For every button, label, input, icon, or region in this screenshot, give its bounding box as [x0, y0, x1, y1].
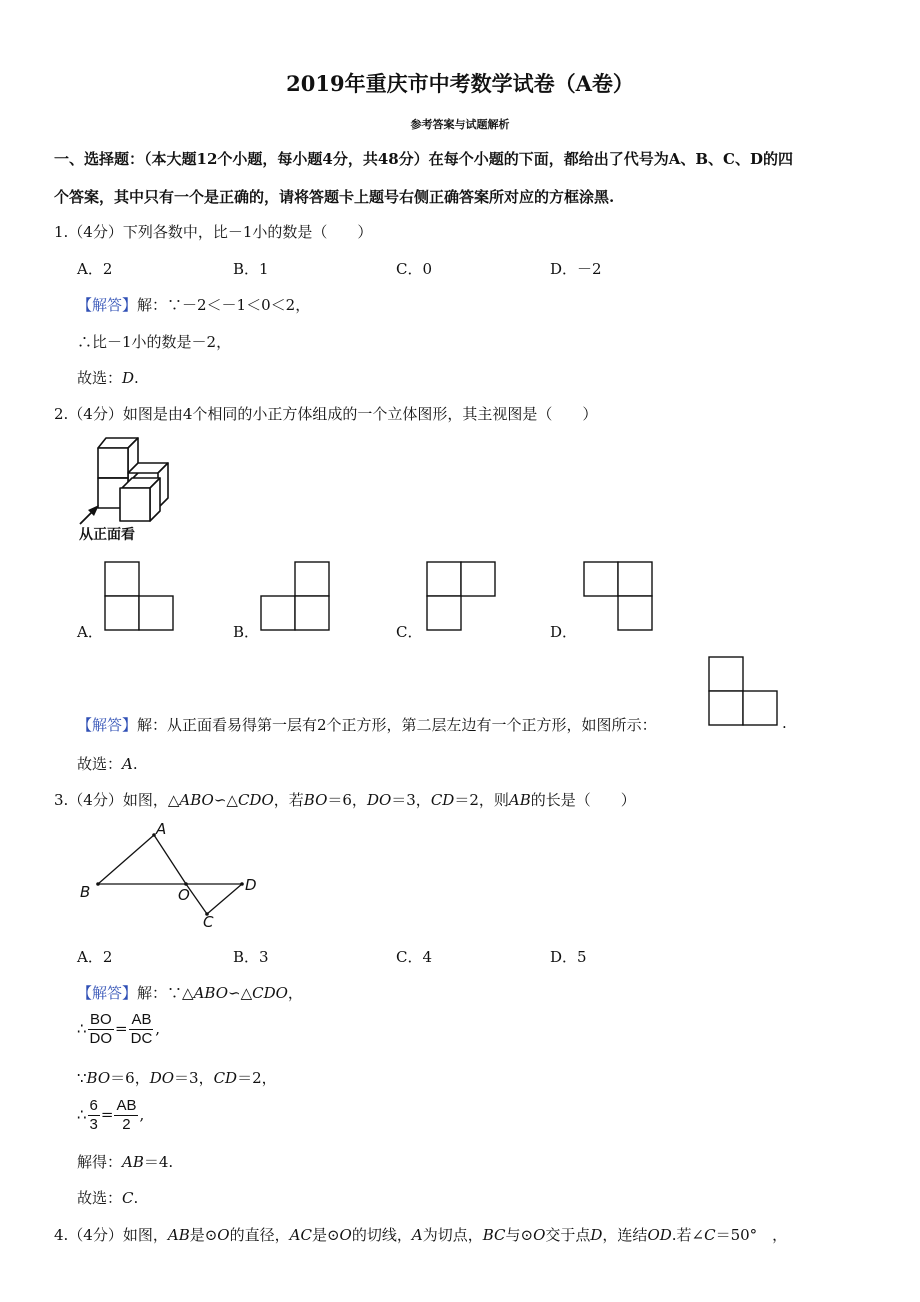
q3-choice	[77, 1187, 138, 1208]
point-label-o: O	[178, 886, 190, 904]
answer-tag: 【解答】	[77, 984, 138, 1002]
q1-option-c: C．0	[396, 260, 433, 278]
answer-tag: 【解答】	[77, 716, 138, 734]
cube-front-face	[98, 448, 128, 478]
choice-prefix: 故选：	[77, 755, 123, 773]
q2-figure-caption: 从正面看	[79, 527, 135, 543]
q2-sol-text: 解：从正面看易得第一层有2个正方形，第二层左边有一个正方形，如图所示：	[137, 716, 657, 734]
q1-option-d: D．－2	[550, 260, 602, 278]
page-title: 2019年重庆市中考数学试卷（A卷）	[286, 71, 634, 96]
q1-stem: 1.（4分）下列各数中，比－1小的数是（ ）	[54, 223, 373, 241]
q2-option-b-figure	[260, 561, 330, 631]
q2-stem: 2.（4分）如图是由4个相同的小正方体组成的一个立体图形，其主视图是（ ）	[54, 405, 598, 423]
point-label-a: A	[156, 820, 167, 838]
q2-option-d-label: D．	[550, 623, 578, 641]
q2-option-d-figure	[583, 561, 653, 631]
point-label-d: D	[245, 876, 257, 894]
q2-answer-figure	[708, 656, 780, 726]
answer-tag: 【解答】	[77, 296, 138, 314]
segment-cd	[207, 884, 242, 914]
q1-option-a: A．2	[77, 260, 113, 278]
choice-prefix: 故选：	[77, 369, 123, 387]
page-subtitle: 参考答案与试题解析	[410, 118, 510, 131]
q3-option-b: B．3	[233, 948, 269, 966]
q3-fraction-line1: ∴ $\frac{BO}{DO}$ = $\frac{AB}{DC}$ ,	[77, 1011, 161, 1047]
q2-option-b-label: B．	[233, 623, 260, 641]
q2-option-c-figure	[426, 561, 496, 631]
q3-solution-line1: 【解答】解：∵△ABO∽△CDO，	[77, 984, 303, 1002]
q2-option-a-figure	[104, 561, 174, 631]
choice-suffix: .	[132, 755, 138, 773]
q1-solution-line1	[77, 294, 310, 315]
q4-stem: 4.（4分）如图，AB是⊙O的直径，AC是⊙O的切线，A为切点，BC与⊙O交于点D，连结OD.若∠C＝50° ，	[54, 1226, 788, 1244]
fraction: $\frac{BO}{DO}$	[89, 1011, 113, 1047]
q2-choice	[77, 753, 138, 774]
q3-stem: 3.（4分）如图，△ABO∽△CDO，若BO＝6，DO＝3，CD＝2，则AB的长是（ ）	[54, 791, 636, 809]
q3-triangle-figure	[70, 818, 270, 938]
section-instructions-line2: 个答案，其中只有一个是正确的，请将答题卡上题号右侧正确答案所对应的方框涂黑.	[54, 188, 615, 206]
choice-letter: D	[122, 369, 135, 387]
q1-sol1-text: 解：∵－2＜－1＜0＜2，	[137, 296, 311, 314]
q2-solution-end: .	[782, 714, 787, 732]
choice-prefix: 故选：	[77, 1189, 123, 1207]
q3-option-d: D．5	[550, 948, 587, 966]
fraction: $\frac{6}{3}$	[89, 1097, 98, 1133]
point-label-c: C	[203, 913, 214, 931]
choice-suffix: .	[134, 369, 139, 387]
q1-option-b: B．1	[233, 260, 269, 278]
q2-option-a-label: A．	[77, 623, 103, 641]
q3-option-c: C．4	[396, 948, 433, 966]
q3-solve-line: 解得：AB＝4.	[77, 1153, 174, 1171]
q2-solution	[77, 714, 657, 735]
fraction: $\frac{AB}{DC}$	[130, 1011, 153, 1047]
q3-option-a: A．2	[77, 948, 113, 966]
fraction: $\frac{AB}{2}$	[116, 1097, 137, 1133]
section-instructions-line1: 一、选择题：（本大题12个小题，每小题4分，共48分）在每个小题的下面，都给出了代号为A、B、C、D的四	[54, 150, 793, 168]
choice-letter: A	[122, 755, 133, 773]
point-label-b: B	[80, 883, 91, 901]
q3-fraction-line2: ∴ $\frac{6}{3}$ = $\frac{AB}{2}$ ,	[77, 1097, 145, 1133]
segment-ao	[154, 835, 186, 884]
q2-option-c-label: C．	[396, 623, 423, 641]
cube-front-face	[120, 488, 150, 521]
q3-given-line: ∵BO＝6，DO＝3，CD＝2，	[77, 1069, 277, 1087]
choice-suffix: .	[133, 1189, 139, 1207]
q1-solution-line2: ∴比－1小的数是－2，	[77, 333, 232, 351]
segment-ba	[98, 835, 154, 884]
choice-letter: C	[122, 1189, 134, 1207]
q1-choice	[77, 367, 139, 388]
